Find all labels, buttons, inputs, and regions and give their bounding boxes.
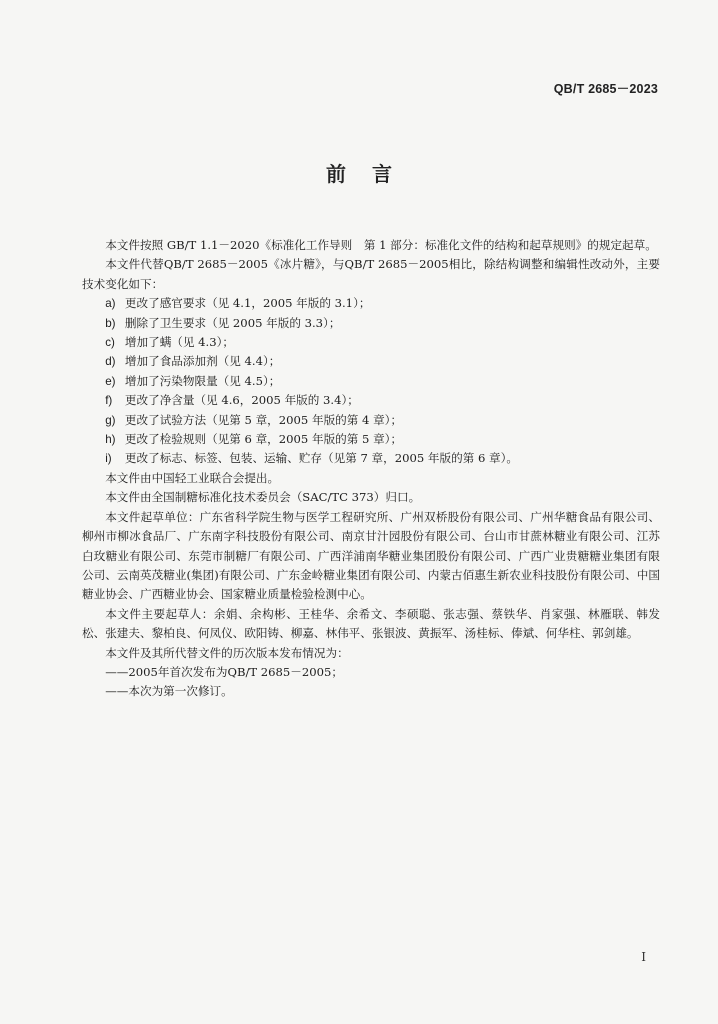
list-item [82, 411, 660, 430]
list-item [82, 314, 660, 333]
list-item-label: g) [105, 413, 116, 427]
history-item: ——2005年首次发布为QB/T 2685－2005； [105, 664, 343, 679]
list-item-label: f) [105, 394, 113, 408]
list-item-text: 更改了检验规则（见第 6 章，2005 年版的第 5 章）； [124, 432, 403, 447]
list-item-label: b) [105, 316, 116, 330]
list-item-text: 更改了试验方法（见第 5 章，2005 年版的第 4 章）； [124, 412, 403, 427]
list-item-text: 更改了标志、标签、包装、运输、贮存（见第 7 章，2005 年版的第 6 章）。 [124, 451, 519, 466]
paragraph-drafting-units: 本文件起草单位：广东省科学院生物与医学工程研究所、广州双桥股份有限公司、广州华糖食品有限公司、柳州市柳冰食品厂、广东南字科技股份有限公司、南京甘汁园股份有限公司、台山市甘蔗林糖业有限公司、江苏白玫糖业有限公司、东莞市制糖厂有限公司、广西洋浦南华糖业集团股份有限公司、广西广业贵糖糖业集团有限公司、云南英茂糖业(集团)有限公司、广东金岭糖业集团有限公司、内蒙古佰惠生新农业科技股份有限公司、中国糖业协会、广西糖业协会、国家糖业质量检验检测中心。 [82, 509, 660, 602]
list-item-text: 增加了食品添加剂（见 4.4）； [124, 354, 281, 369]
list-item-label: e) [105, 374, 116, 388]
list-item [82, 430, 660, 449]
page-title: 前言 [326, 162, 418, 186]
page-number: I [641, 950, 646, 964]
list-item [82, 372, 660, 391]
list-item-label: a) [105, 297, 116, 311]
list-item [82, 391, 660, 410]
paragraph-committee: 本文件由全国制糖标准化技术委员会（SAC/TC 373）归口。 [105, 490, 421, 505]
paragraph-drafting-rules: 本文件按照 GB/T 1.1－2020《标准化工作导则 第 1 部分：标准化文件的结构和起草规则》的规定起草。 [105, 238, 657, 252]
paragraph-version-history: 本文件及其所代替文件的历次版本发布情况为： [105, 645, 349, 660]
list-item-text: 更改了感官要求（见 4.1，2005 年版的 3.1）； [124, 296, 371, 311]
paragraph-drafters: 本文件主要起草人：余娟、余构彬、王桂华、余希文、李硕聪、张志强、蔡铁华、肖家强、林雁联、韩发松、张建夫、黎柏良、何凤仪、欧阳铸、柳嘉、林伟平、张银波、黄振军、汤桂标、俸斌、何华柱、郭剑雄。 [82, 606, 660, 641]
list-item-text: 增加了污染物限量（见 4.5）； [124, 373, 281, 388]
paragraph-replacement: 本文件代替QB/T 2685－2005《冰片糖》，与QB/T 2685－2005相比，除结构调整和编辑性改动外，主要技术变化如下： [82, 257, 660, 291]
list-item-label: c) [105, 336, 115, 350]
list-item-text: 更改了净含量（见 4.6，2005 年版的 3.4）； [124, 393, 359, 408]
changes-list [82, 294, 660, 469]
list-item [82, 333, 660, 352]
list-item-label: d) [105, 355, 116, 369]
paragraph-proposer: 本文件由中国轻工业联合会提出。 [105, 470, 280, 485]
document-body [82, 236, 660, 702]
history-item: ——本次为第一次修订。 [105, 684, 233, 699]
standard-code: QB/T 2685－2023 [553, 82, 658, 96]
list-item [82, 294, 660, 313]
list-item [82, 352, 660, 371]
list-item-text: 删除了卫生要求（见 2005 年版的 3.3）； [124, 315, 341, 330]
list-item-text: 增加了螨（见 4.3）； [124, 335, 234, 350]
list-item-label: h) [105, 433, 116, 447]
list-item-label: i) [105, 452, 112, 466]
list-item [82, 449, 660, 468]
